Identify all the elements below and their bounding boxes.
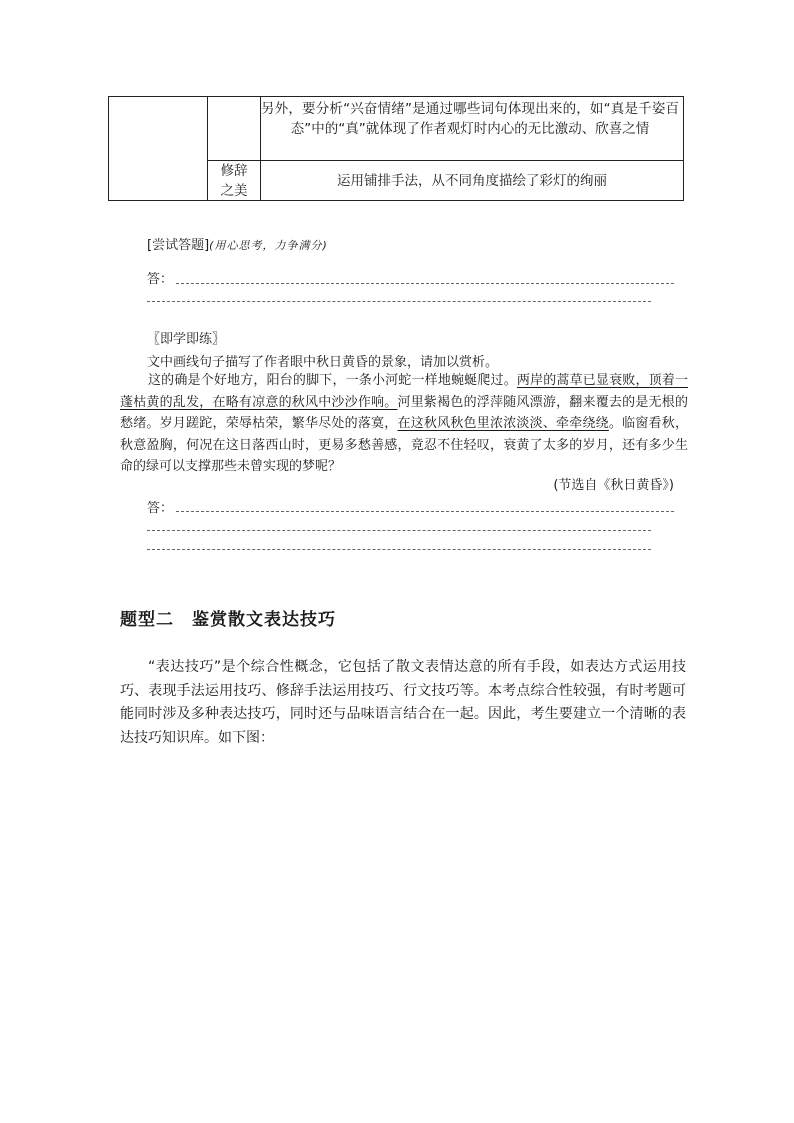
answer-line[interactable] bbox=[176, 511, 674, 512]
passage-text: 。临窗看秋，秋意盈胸，何况在这日落西山时，更易多愁善感，竟忍不住轻叹，衰黄了太多的岁月，还有多少生命的绿可以支撑那些未曾实现的梦呢？ bbox=[120, 416, 688, 474]
practice-question: 文中画线句子描写了作者眼中秋日黄昏的景象，请加以赏析。 bbox=[147, 355, 499, 370]
underlined-sentence: 在这秋风秋色里浓浓淡淡、牵牵绕绕 bbox=[397, 416, 609, 431]
heading-note: (用心思考，力争满分) bbox=[209, 239, 328, 252]
table-cell-rhetoric-label bbox=[208, 161, 260, 201]
table-cell-rhetoric-text: 运用铺排手法，从不同角度描绘了彩灯的绚丽 bbox=[337, 173, 607, 189]
label-line: 修辞 bbox=[220, 163, 248, 179]
answer-line[interactable] bbox=[176, 283, 674, 284]
try-answer-heading bbox=[147, 234, 328, 253]
analysis-table bbox=[108, 96, 684, 201]
passage-text: 这的确是个好地方，阳台的脚下，一条小河蛇一样地蜿蜒爬过。 bbox=[148, 373, 517, 388]
practice-heading: 〖即学即练〗 bbox=[147, 332, 226, 347]
reading-passage bbox=[120, 370, 688, 478]
underlined-sentence: 两岸的蒿草已显衰败，顶着一蓬枯黄的乱发，在略有凉意的秋风中沙沙作响。 bbox=[120, 373, 688, 410]
label-line: 之美 bbox=[220, 183, 248, 199]
heading-text: [尝试答题] bbox=[147, 238, 210, 253]
answer-line[interactable] bbox=[147, 530, 651, 531]
section-title bbox=[120, 605, 336, 630]
section-paragraph: “表达技巧”是个综合性概念，它包括了散文表情达意的所有手段，如表达方式运用技巧、表现手法运用技巧、修辞手法运用技巧、行文技巧等。本考点综合性较强，有时考题可能同时涉及多种表达技巧，同时还与品味语言结合在一起。因此，考生要建立一个清晰的表达技巧知识库。如下图： bbox=[120, 659, 686, 746]
passage-text: 河里紫褐色的浮萍随风漂游，翻来覆去的是无根的愁绪。岁月蹉跎，荣辱枯荣，繁华尽处的落寞， bbox=[120, 394, 688, 431]
answer-label: 答： bbox=[147, 501, 174, 516]
section-name: 鉴赏散文表达技巧 bbox=[192, 610, 336, 630]
answer-line[interactable] bbox=[147, 301, 651, 302]
passage-source: (节选自《秋日黄昏》) bbox=[553, 478, 674, 493]
section-number: 题型二 bbox=[120, 610, 174, 630]
table-cell-emotion-analysis: 另外，要分析“兴奋情绪”是通过哪些词句体现出来的，如“真是千姿百态”中的“真”就体现了作者观灯时内心的无比激动、欣喜之情 bbox=[261, 101, 679, 137]
answer-label: 答： bbox=[147, 272, 174, 287]
answer-line[interactable] bbox=[147, 549, 651, 550]
